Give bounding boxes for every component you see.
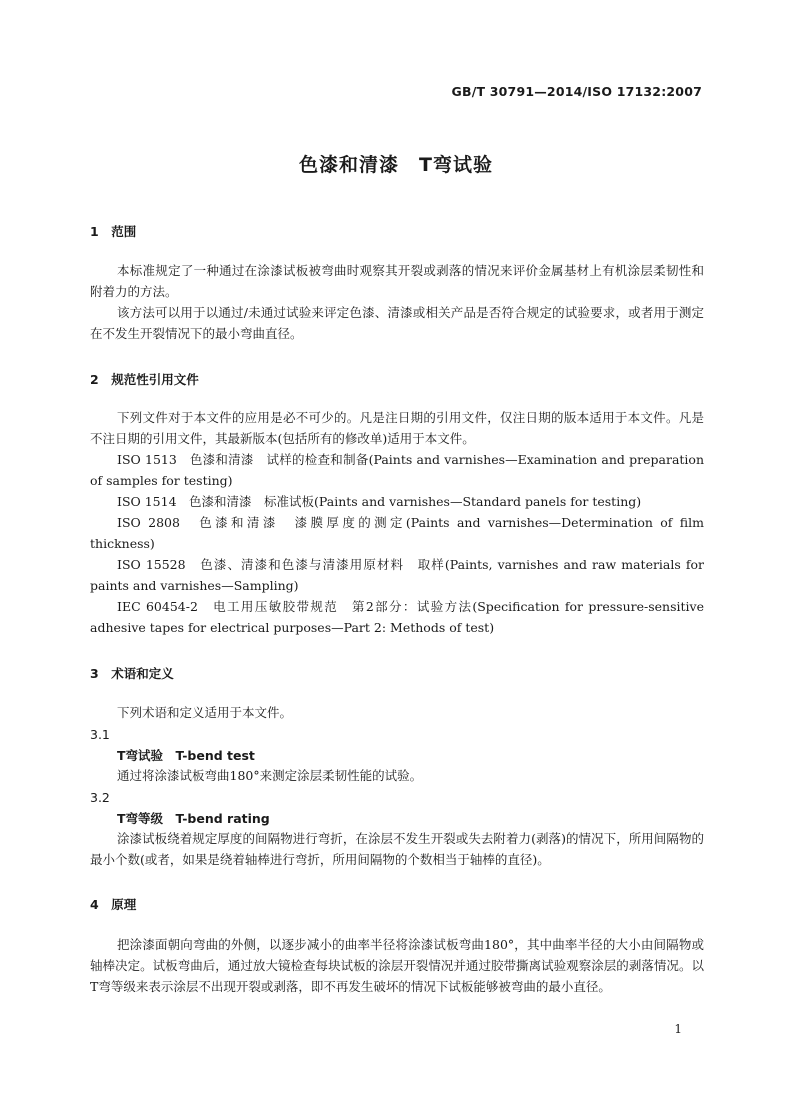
reference-item: ISO 1514 色漆和清漆 标准试板(Paints and varnishes—Standard panels for testing): [117, 494, 642, 509]
section-3-heading: 3 术语和定义: [90, 666, 174, 681]
section-3-intro: 下列术语和定义适用于本文件。: [117, 705, 293, 720]
reference-item: ISO 2808 色漆和清漆 漆膜厚度的测定(Paints and varnishes—Determination of film thickness): [90, 515, 704, 551]
term-title: T弯试验 T-bend test: [117, 748, 255, 763]
term-title: T弯等级 T-bend rating: [117, 811, 270, 826]
reference-item: IEC 60454-2 电工用压敏胶带规范 第2部分：试验方法(Specification for pressure-sensitive adhesive tapes for electrical purposes—Part 2: Methods of test): [90, 599, 704, 635]
section-2-heading: 2 规范性引用文件: [90, 372, 199, 387]
section-1-heading: 1 范围: [90, 224, 137, 239]
reference-item: ISO 1513 色漆和清漆 试样的检查和制备(Paints and varnishes—Examination and preparation of samples for testing): [90, 452, 704, 488]
standard-number: GB/T 30791—2014/ISO 17132:2007: [451, 84, 702, 99]
page-number: 1: [674, 1022, 682, 1036]
section-4-heading: 4 原理: [90, 897, 137, 912]
term-number: 3.2: [90, 790, 110, 805]
term-definition: 涂漆试板绕着规定厚度的间隔物进行弯折，在涂层不发生开裂或失去附着力(剥落)的情况下，所用间隔物的最小个数(或者，如果是绕着轴棒进行弯折，所用间隔物的个数相当于轴棒的直径)。: [90, 831, 704, 867]
section-1-paragraph-1: 本标准规定了一种通过在涂漆试板被弯曲时观察其开裂或剥落的情况来评价金属基材上有机涂层柔韧性和附着力的方法。: [90, 263, 704, 299]
reference-item: ISO 15528 色漆、清漆和色漆与清漆用原材料 取样(Paints, varnishes and raw materials for paints and varnishes—Sampling): [90, 557, 704, 593]
section-2-intro: 下列文件对于本文件的应用是必不可少的。凡是注日期的引用文件，仅注日期的版本适用于本文件。凡是不注日期的引用文件，其最新版本(包括所有的修改单)适用于本文件。: [90, 410, 704, 446]
document-title: 色漆和清漆 T弯试验: [299, 154, 493, 176]
section-4-paragraph-1: 把涂漆面朝向弯曲的外侧，以逐步减小的曲率半径将涂漆试板弯曲180°，其中曲率半径的大小由间隔物或轴棒决定。试板弯曲后，通过放大镜检查每块试板的涂层开裂情况并通过胶带撕离试验观察涂层的剥落情况。以T弯等级来表示涂层不出现开裂或剥落，即不再发生破坏的情况下试板能够被弯曲的最小直径。: [90, 937, 704, 994]
term-definition: 通过将涂漆试板弯曲180°来测定涂层柔韧性能的试验。: [117, 768, 423, 783]
section-1-paragraph-2: 该方法可以用于以通过/未通过试验来评定色漆、清漆或相关产品是否符合规定的试验要求，或者用于测定在不发生开裂情况下的最小弯曲直径。: [90, 305, 704, 341]
term-number: 3.1: [90, 727, 110, 742]
